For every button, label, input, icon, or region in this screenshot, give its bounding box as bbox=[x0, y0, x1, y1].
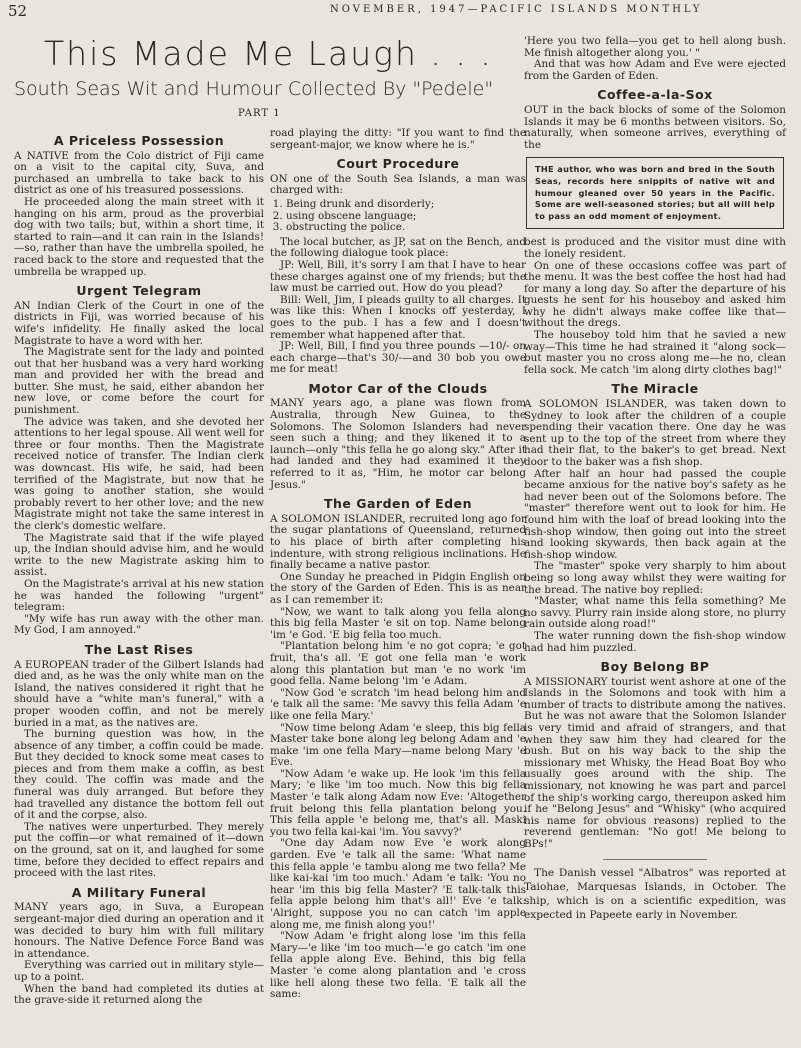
paragraph: "Now God 'e scratch 'im head belong him and 'e talk all the same: 'Me savvy this fella Adam 'e like one fella Mary.' bbox=[270, 686, 526, 722]
part-label: PART 1 bbox=[238, 108, 281, 119]
heading-urgent-telegram: Urgent Telegram bbox=[76, 283, 202, 299]
paragraph: MANY years ago, in Suva, a European sergeant-major died during an operation and it was decided to bury him with full military honours. The Native Defence Force Band was in attendance. bbox=[14, 901, 264, 960]
paragraph: The natives were unperturbed. They merely put the coffin—or what remained of it—down on the ground, sat on it, and laughed for some time, before they decided to effect repairs and proceed with the last rites. bbox=[14, 820, 264, 880]
paragraph: The local butcher, as JP, sat on the Bench, and the following dialogue took place: bbox=[270, 235, 526, 260]
heading-last-rises: The Last Rises bbox=[84, 641, 194, 657]
paragraph: "Master, what name this fella something? Me no savvy. Plurry rain inside along store, no plurry rain outside along road!" bbox=[524, 595, 786, 631]
paragraph: OUT in the back blocks of some of the Solomon Islands it may be 6 months between visitors. So, naturally, when someone arrives, everything of the bbox=[524, 103, 786, 151]
paragraph: One Sunday he preached in Pidgin English on the story of the Garden of Eden. This is as near as I can remember it: bbox=[270, 570, 526, 606]
column-2 bbox=[270, 128, 526, 1001]
paragraph: The advice was taken, and she devoted her attentions to her legal spouse. All went well for three or four months. Then the Magistrate received notice of transfer. The Indian clerk was downcast. His wife, he said, had been terrified of the Magistrate, but now that he was going to another station, she would probably revert to her other love; and the new Magistrate might not take the same interest in the clerk's domestic welfare. bbox=[14, 415, 265, 532]
heading-military-funeral: A Military Funeral bbox=[71, 884, 207, 900]
paragraph: "Now time belong Adam 'e sleep, this big fella Master take bone along leg belong Adam and 'e make 'im one fella Mary—name belong Mary 'e Eve. bbox=[270, 721, 526, 769]
paragraph: "Now Adam 'e wake up. He look 'im this fella Mary; 'e like 'im too much. Now this big fella Master 'e talk along Adam now Eve: 'Altogether fruit belong this fella plantation belong you. This fella apple 'e belong me, that's all. Maski you two fella kai-kai 'im. You savvy?' bbox=[270, 767, 526, 838]
list-item: 3. obstructing the police. bbox=[286, 222, 526, 234]
paragraph: When the band had completed its duties at the grave-side it returned along the bbox=[14, 982, 264, 1007]
paragraph: A SOLOMON ISLANDER, recruited long ago for the sugar plantations of Queensland, returned to his place of birth after completing his indenture, with strong religious inclinations. He finally became a native pastor. bbox=[270, 512, 526, 572]
page-subtitle: South Seas Wit and Humour Collected By "Pedele" bbox=[14, 78, 494, 100]
paragraph: "Now Adam 'e fright along lose 'im this fella Mary—'e like 'im too much—'e go catch 'im one fella apple along Eve. Behind, this big fella Master 'e come along plantation and 'e cross like hell along these two fella. 'E talk all the same: bbox=[270, 930, 526, 1001]
heading-the-miracle: The Miracle bbox=[611, 381, 699, 397]
column-3 bbox=[524, 36, 786, 922]
divider bbox=[603, 859, 708, 860]
heading-court-procedure: Court Procedure bbox=[336, 156, 460, 172]
heading-priceless-possession: A Priceless Possession bbox=[53, 133, 225, 148]
paragraph: The houseboy told him that he savied a new way—This time he had strained it "along sock—but master you no cross along me—he no, clean fella sock. Me catch 'im along dirty clothes bag!" bbox=[524, 329, 786, 376]
paragraph: JP: Well, Bill, I find you three pounds —10/- on each charge—that's 30/-—and 30 bob you owe me for meat! bbox=[270, 340, 526, 376]
paragraph: ON one of the South Sea Islands, a man was charged with: bbox=[270, 172, 526, 197]
paragraph: road playing the ditty: "If you want to find the sergeant-major, we know where he is." bbox=[270, 127, 526, 151]
paragraph: The "master" spoke very sharply to him about being so long away whilst they were waiting for the bread. The native boy replied: bbox=[524, 560, 786, 596]
paragraph: 'Here you two fella—you get to hell along bush. Me finish altogether along you.' " bbox=[524, 35, 786, 59]
paragraph: The Magistrate said that if the wife played up, the Indian should advise him, and he would write to the new Magistrate asking him to assist. bbox=[14, 531, 264, 579]
paragraph: A MISSIONARY tourist went ashore at one of the Islands in the Solomons and took with him a number of tracts to distribute among the natives. But he was not aware that the Solomon Islander is very timid and afraid of strangers, and that when they saw him they had cleared for the bush. But on his way back to the ship the missionary met Whisky, the Head Boat Boy who usually goes around with the ship. The missionary, not knowing he was part and parcel of the ship's working cargo, thereupon asked him if he "Belong Jesus" and "Whisky" (who acquired his name for obvious reasons) replied to the reverend gentleman: "No got! Me belong to BPs!" bbox=[524, 675, 786, 850]
paragraph: "One day Adam now Eve 'e work along garden. Eve 'e talk all the same: 'What name this fella apple 'e tambu along me two fella? Me like kai-kai 'im too much.' Adam 'e talk: 'You no hear 'im this big fella Master? 'E talk-talk this fella apple belong him that's all!' Eve 'e talk: 'Alright, suppose you no can catch 'im apple along me, me finish along you!' bbox=[270, 837, 526, 931]
paragraph: He proceeded along the main street with it hanging on his arm, proud as the proverbial dog with two tails; but, within a short time, it started to rain—and it can rain in the Islands!—so, rather than have the umbrella spoiled, he raced back to the store and requested that the umbrella be wrapped up. bbox=[14, 195, 264, 278]
column-1 bbox=[14, 128, 264, 1007]
paragraph: Bill: Well, Jim, I pleads guilty to all charges. It was like this: When I knocks off yesterday, I goes to the pub. I has a few and I doesn't remember what happened after that. bbox=[270, 293, 526, 341]
paragraph: AN Indian Clerk of the Court in one of the districts in Fiji, was worried because of his wife's infidelity. He finally asked the local Magistrate to have a word with her. bbox=[14, 299, 264, 347]
news-item: The Danish vessel "Albatros" was reported at Taiohae, Marquesas Islands, in October. The ship, which is on a scientific expedition, was expected in Papeete early in November. bbox=[524, 866, 786, 921]
paragraph: After half an hour had passed the couple became anxious for the native boy's safety as he had never been out of the Solomons before. The "master" therefore went out to look for him. He found him with the loaf of bread looking into the fish-shop window, then going out into the street and looking skywards, then back again at the fish-shop window. bbox=[524, 467, 786, 561]
author-note-box: THE author, who was born and bred in the South Seas, records here snippits of native wit and humour gleaned over 50 years in the Pacific. Some are well-seasoned stories; but all will help to pass an odd moment of enjoyment. bbox=[526, 157, 784, 229]
paragraph: On one of these occasions coffee was part of the menu. It was the best coffee the host had had for many a long day. So after the departure of his guests he sent for his houseboy and asked him why he didn't always make coffee like that—without the dregs. bbox=[524, 259, 786, 330]
paragraph: JP: Well, Bill, it's sorry I am that I have to hear these charges against one of my friends; but the law must be carried out. How do you plead? bbox=[270, 258, 526, 295]
heading-garden-of-eden: The Garden of Eden bbox=[323, 496, 473, 512]
paragraph: On the Magistrate's arrival at his new station he was handed the following "urgent" telegram: bbox=[14, 577, 264, 614]
page-number: 52 bbox=[8, 2, 28, 20]
heading-motor-car: Motor Car of the Clouds bbox=[308, 380, 488, 396]
paragraph: Everything was carried out in military style—up to a point. bbox=[14, 959, 264, 983]
paragraph: A EUROPEAN trader of the Gilbert Islands had died and, as he was the only white man on the Island, the natives considered it right that he should have a "white man's funeral," with a proper wooden coffin, and not be merely buried in a mat, as the natives are. bbox=[14, 658, 264, 729]
list-item: 1. Being drunk and disorderly; bbox=[286, 199, 526, 211]
running-head: NOVEMBER, 1947—PACIFIC ISLANDS MONTHLY bbox=[330, 4, 703, 15]
paragraph: A NATIVE from the Colo district of Fiji came on a visit to the capital city, Suva, and purchased an umbrella to take back to his district as one of his treasured possessions. bbox=[14, 149, 264, 197]
paragraph: "Now, we want to talk along you fella along this big fella Master 'e sit on top. Name belong 'im 'e God. 'E big fella too much. bbox=[270, 605, 526, 641]
paragraph: The burning question was how, in the absence of any timber, a coffin could be made. But they decided to knock some meat cases to pieces and from them make a coffin, as best they could. The coffin was made and the funeral was duly arranged. But before they had travelled any distance the bottom fell out of it and the corpse, also. bbox=[14, 728, 264, 822]
heading-boy-belong-bp: Boy Belong BP bbox=[600, 659, 710, 675]
paragraph: The Magistrate sent for the lady and pointed out that her husband was a very hard working man and provided her with the bread and butter. She must, he said, either abandon her new love, or come before the court for punishment. bbox=[14, 346, 264, 417]
paragraph: And that was how Adam and Eve were ejected from the Garden of Eden. bbox=[524, 58, 786, 82]
list-item: 2. using obscene language; bbox=[286, 211, 526, 223]
paragraph: best is produced and the visitor must dine with the lonely resident. bbox=[524, 236, 786, 260]
paragraph: "Plantation belong him 'e no got copra; 'e got fruit, tha's all. 'E got one fella man 'e work along this plantation but man 'e no work 'im good fella. Name belong 'im 'e Adam. bbox=[270, 640, 526, 688]
paragraph: "My wife has run away with the other man. My God, I am annoyed." bbox=[14, 612, 264, 637]
heading-coffee-a-la-sox: Coffee-a-la-Sox bbox=[597, 87, 713, 103]
paragraph: A SOLOMON ISLANDER, was taken down to Sydney to look after the children of a couple spending their vacation there. One day he was sent up to the top of the street from where they had their flat, to the baker's to get bread. Next door to the baker was a fish shop. bbox=[524, 398, 786, 468]
paragraph: The water running down the fish-shop window had had him puzzled. bbox=[524, 629, 786, 654]
page-title: This Made Me Laugh . . . bbox=[44, 34, 493, 73]
paragraph: MANY years ago, a plane was flown from Australia, through New Guinea, to the Solomons. The Solomon Islanders had never seen such a thing; and they likened it to a launch—only "this fella he go along sky." After it had landed and they had examined it they referred to it as, "Him, he motor car belong Jesus." bbox=[270, 397, 526, 491]
charges-list bbox=[270, 199, 526, 234]
